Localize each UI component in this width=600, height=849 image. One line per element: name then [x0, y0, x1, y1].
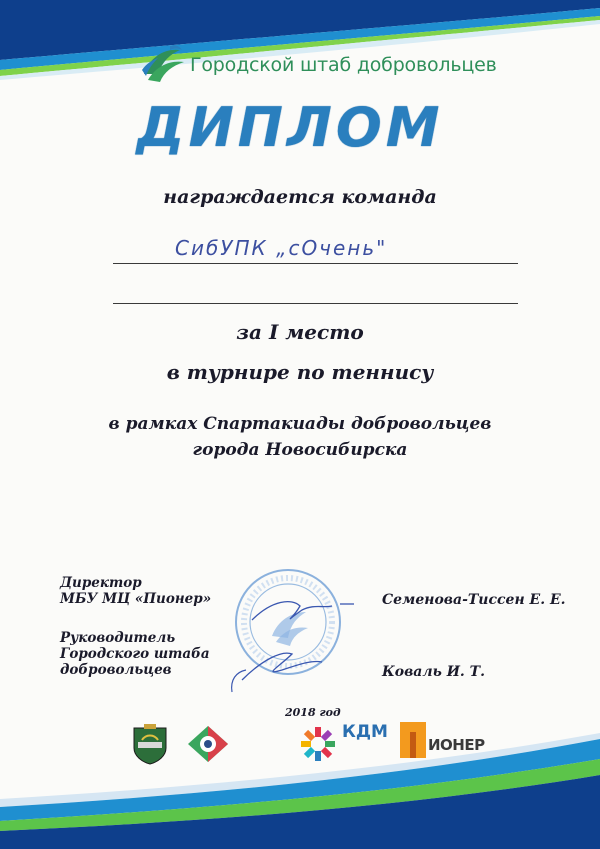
pioneer-logo-icon [398, 720, 428, 760]
snowflake-logo-icon [298, 724, 338, 764]
director-title [60, 575, 211, 607]
year-text: 2018 год [285, 706, 341, 719]
awarded-text: награждается команда [163, 186, 437, 208]
director-name: Семенова-Тиссен Е. Е. [382, 592, 566, 608]
head-name: Коваль И. Т. [382, 664, 485, 680]
head-title-line-2: Городского штаба [60, 646, 210, 662]
place-text: за I место [236, 320, 364, 344]
head-title-line-3: добровольцев [60, 662, 172, 678]
framework-line-2: города Новосибирска [192, 440, 408, 460]
framework-line-1: в рамках Спартакиады добровольцев [108, 414, 492, 434]
diploma-title: ДИПЛОМ [136, 96, 444, 159]
org-logo [140, 44, 497, 88]
team-underline-2 [113, 303, 518, 304]
signature-scribbles [222, 580, 362, 700]
sports-department-logo-icon [184, 722, 232, 766]
head-title-line-1: Руководитель [60, 630, 176, 646]
kdm-caption [342, 744, 384, 758]
novosibirsk-coat-of-arms-icon [128, 722, 172, 766]
team-underline-1 [113, 263, 518, 264]
pioneer-logo-label: ИОНЕР [428, 736, 485, 754]
tournament-text: в турнире по теннису [166, 360, 434, 384]
kdm-logo-label: КДМ [342, 722, 388, 742]
team-name: СибУПК „сОчень" [175, 236, 388, 260]
head-title [60, 630, 210, 678]
org-name: Городской штаб добровольцев [190, 54, 497, 76]
bird-leaf-icon [140, 44, 186, 86]
director-title-line-1: Директор [60, 575, 142, 591]
director-title-line-2: МБУ МЦ «Пионер» [60, 591, 212, 607]
